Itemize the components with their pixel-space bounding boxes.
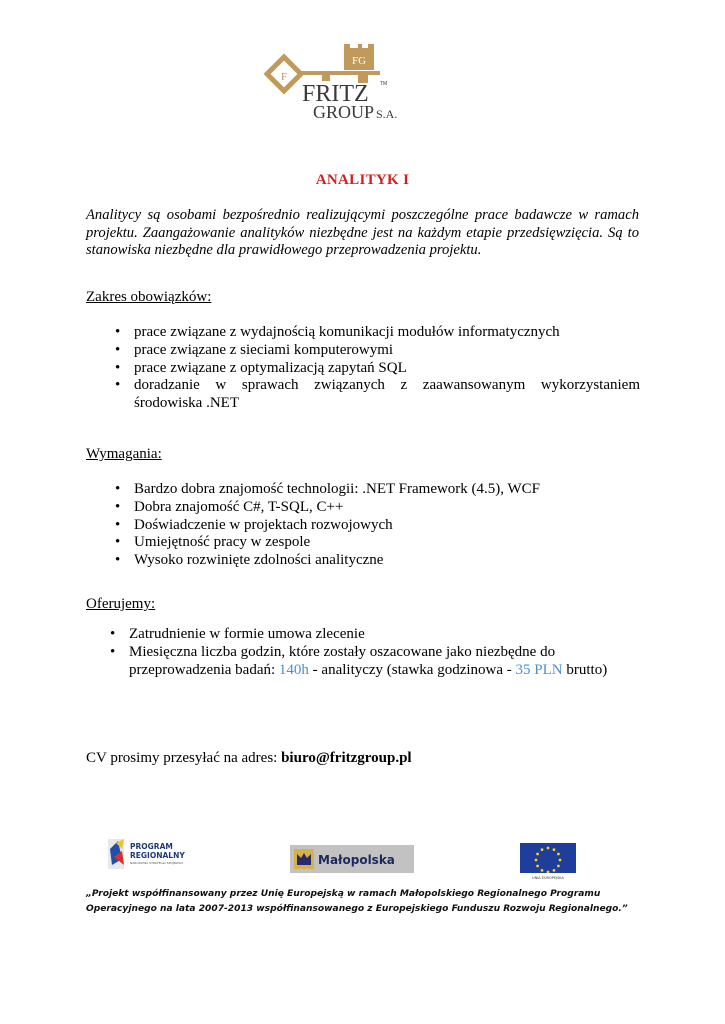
key-logo-icon	[262, 44, 412, 120]
hours-value: 140h	[278, 661, 309, 678]
list-item: • Umiejętność pracy w zespole	[110, 534, 640, 552]
requirements-heading: Wymagania:	[86, 446, 162, 462]
offer-heading: Oferujemy:	[86, 596, 156, 612]
svg-text:NARODOWA STRATEGIA SPÓJNOŚCI: NARODOWA STRATEGIA SPÓJNOŚCI	[130, 861, 184, 865]
program-regionalny-logo	[104, 835, 212, 873]
svg-text:TM: TM	[380, 81, 388, 87]
svg-text:F: F	[281, 71, 288, 83]
list-item: • prace związane z sieciami komputerowymi	[110, 342, 640, 360]
cv-text: CV prosimy przesyłać na adres:	[86, 750, 282, 766]
cv-line	[86, 750, 412, 767]
svg-text:FG: FG	[351, 55, 367, 67]
rate-value: 35 PLN	[515, 661, 563, 678]
list-item: • Wysoko rozwinięte zdolności analityczne	[110, 552, 640, 570]
list-item: • Dobra znajomość C#, T-SQL, C++	[110, 499, 640, 517]
list-item: • prace związane z wydajnością komunikacji modułów informatycznych	[110, 324, 640, 342]
svg-text:REGIONALNY: REGIONALNY	[130, 851, 185, 860]
eu-flag-logo	[520, 843, 576, 881]
list-item: • Bardzo dobra znajomość technologii: .NET Framework (4.5), WCF	[110, 481, 640, 499]
svg-text:GROUP: GROUP	[313, 102, 375, 120]
email-link[interactable]: biuro@fritzgroup.pl	[281, 750, 412, 766]
svg-text:PROGRAM: PROGRAM	[130, 842, 173, 851]
svg-text:FRITZ: FRITZ	[302, 81, 369, 107]
program-regionalny-icon	[104, 835, 212, 873]
malopolska-logo	[290, 845, 414, 873]
list-item: • Doświadczenie w projektach rozwojowych	[110, 517, 640, 535]
cofinancing-footer: „Projekt współfinansowany przez Unię Europejską w ramach Małopolskiego Regionalnego Programu Operacyjnego na lata 2007-2013 współfinansowanego z Europejskiego Funduszu Rozwoju Regionalnego.”	[86, 889, 628, 914]
svg-text:Małopolska: Małopolska	[318, 853, 395, 867]
requirements-list	[110, 481, 640, 570]
list-item: • Zatrudnienie w formie umowa zlecenie	[105, 626, 640, 644]
malopolska-icon	[290, 845, 414, 873]
intro-paragraph: Analitycy są osobami bezpośrednio realizującymi poszczególne prace badawcze w ramach projektu. Zaangażowanie analityków niezbędne jest na każdym etapie przedsięwzięcia. Są to stanowiska niezbędne dla prawidłowego przeprowadzenia projektu.	[86, 207, 639, 259]
svg-text:UNIA EUROPEJSKA: UNIA EUROPEJSKA	[532, 876, 564, 880]
duties-list	[110, 324, 640, 413]
list-item: • prace związane z optymalizacją zapytań SQL	[110, 360, 640, 378]
list-item: • doradzanie w sprawach związanych z zaawansowanym wykorzystaniem środowiska .NET	[110, 377, 640, 413]
offer-list	[105, 626, 640, 679]
eu-flag-icon	[520, 843, 576, 881]
company-logo	[262, 44, 412, 120]
job-title: ANALITYK I	[315, 172, 410, 188]
list-item: • Miesięczna liczba godzin, które zostały oszacowane jako niezbędne do przeprowadzenia badań: 140h - analityczy (stawka godzinowa - 35 PLN brutto)	[105, 644, 640, 680]
duties-heading: Zakres obowiązków:	[86, 289, 212, 305]
svg-text:S.A.: S.A.	[376, 107, 398, 120]
